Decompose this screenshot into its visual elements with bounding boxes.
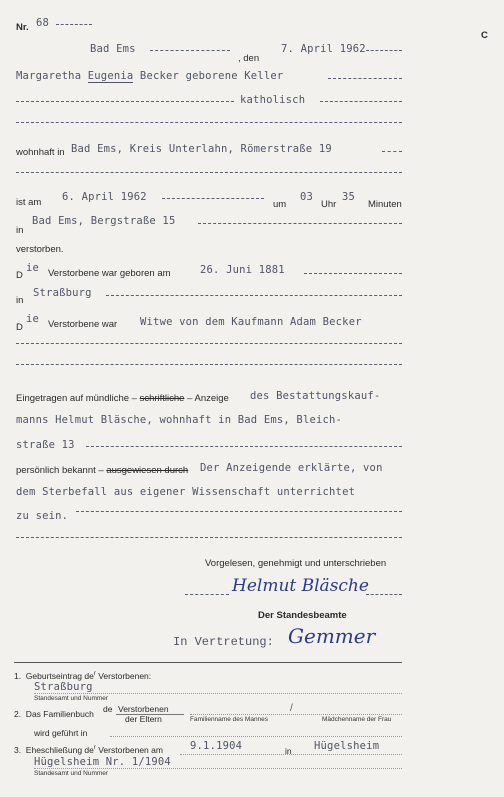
marriage-registry-value: Hügelsheim Nr. 1/1904 xyxy=(34,756,171,768)
registration-label: Eingetragen auf mündliche – schriftliche – Anzeige xyxy=(16,393,229,404)
registration-text-4: Der Anzeigende erklärte, von xyxy=(200,462,383,474)
fill-line xyxy=(382,151,402,152)
fill-line xyxy=(366,594,402,595)
fill-line xyxy=(328,78,402,79)
den-label: , den xyxy=(238,53,260,64)
fill-line xyxy=(56,24,92,25)
family-book-label: 2. Das Familienbuch xyxy=(14,709,94,719)
d-label: D xyxy=(16,270,23,281)
nr-label: Nr. xyxy=(16,22,29,33)
fill-line xyxy=(190,714,402,715)
marriage-registry-sub: Standesamt und Nummer xyxy=(34,770,109,777)
birth-entry-label: 1. Geburtseintrag $de^r$ Verstorbenen: xyxy=(14,671,152,681)
deceased-name: Margaretha Eugenia Becker geborene Keller xyxy=(16,70,284,82)
fill-line xyxy=(110,736,402,737)
fill-line xyxy=(16,122,402,123)
family-book-option-1: Verstorbenen xyxy=(118,704,169,714)
religion: katholisch xyxy=(240,94,306,106)
death-date: 6. April 1962 xyxy=(62,191,147,203)
vertretung-label: In Vertretung: xyxy=(173,635,274,649)
um-label: um xyxy=(273,199,287,210)
footer-divider xyxy=(14,662,402,663)
fill-line xyxy=(180,754,402,755)
death-minutes: 35 xyxy=(342,191,356,203)
fill-line xyxy=(16,364,402,365)
registration-text-3: straße 13 xyxy=(16,439,75,451)
fill-line xyxy=(162,198,264,199)
registration-text-2: manns Helmut Bläsche, wohnhaft in Bad Ems, Bleich- xyxy=(16,414,343,426)
ist-am-label: ist am xyxy=(16,197,42,208)
approval-text: Vorgelesen, genehmigt und unterschrieben xyxy=(205,558,387,569)
ie-suffix: ie xyxy=(26,313,40,325)
fill-line xyxy=(304,273,402,274)
registrar-label: Der Standesbeamte xyxy=(258,610,347,621)
nr-value: 68 xyxy=(36,17,50,29)
fill-line xyxy=(320,101,402,102)
fill-line xyxy=(366,50,402,51)
fill-line xyxy=(16,172,402,173)
wife-maiden-name-col: Mädchenname der Frau xyxy=(322,716,392,723)
fill-line xyxy=(16,101,234,102)
fill-line xyxy=(34,693,402,694)
minuten-label: Minuten xyxy=(368,199,402,210)
fill-line xyxy=(185,594,229,595)
family-book-option-2: der Eltern xyxy=(125,714,162,724)
d-label: D xyxy=(16,322,23,333)
marriage-place: Hügelsheim xyxy=(314,740,380,752)
birth-entry-value: Straßburg xyxy=(34,681,93,693)
fill-line xyxy=(76,511,402,512)
uhr-label: Uhr xyxy=(321,199,337,210)
registration-place: Bad Ems xyxy=(90,43,136,55)
in-label: in xyxy=(16,225,24,236)
birth-date: 26. Juni 1881 xyxy=(200,264,285,276)
marriage-date: 9.1.1904 xyxy=(190,740,243,752)
birth-label: Verstorbene war geboren am xyxy=(48,268,171,279)
registration-text-5: dem Sterbefall aus eigener Wissenschaft unterrichtet xyxy=(16,486,356,498)
status-label: Verstorbene war xyxy=(48,319,118,330)
marriage-in-label: in xyxy=(285,746,292,756)
husband-name-col: Familienname des Mannes xyxy=(190,716,269,723)
known-label: persönlich bekannt – ausgewiesen durch xyxy=(16,465,189,476)
fill-line xyxy=(106,295,402,296)
ie-suffix: ie xyxy=(26,262,40,274)
fill-line xyxy=(16,343,402,344)
marital-status: Witwe von dem Kaufmann Adam Becker xyxy=(140,316,362,328)
birth-entry-sub: Standesamt und Nummer xyxy=(34,695,109,702)
registration-date: 7. April 1962 xyxy=(281,43,366,55)
death-place: Bad Ems, Bergstraße 15 xyxy=(32,215,176,227)
fill-line xyxy=(150,50,230,51)
birth-in-label: in xyxy=(16,295,24,306)
fill-line xyxy=(16,537,402,538)
residence: Bad Ems, Kreis Unterlahn, Römerstraße 19 xyxy=(71,143,332,155)
informant-signature: Helmut Bläsche xyxy=(232,576,369,596)
registration-text-6: zu sein. xyxy=(16,510,69,522)
kept-in-label: wird geführt in xyxy=(34,728,88,738)
fill-line xyxy=(86,446,402,447)
family-book-de: de xyxy=(103,704,113,714)
fill-line xyxy=(34,768,402,769)
fill-line xyxy=(198,223,402,224)
name-separator: / xyxy=(290,703,293,714)
death-hour: 03 xyxy=(300,191,314,203)
registration-text-1: des Bestattungskauf- xyxy=(250,390,381,402)
registrar-signature: Gemmer xyxy=(288,624,376,648)
birth-place: Straßburg xyxy=(33,287,92,299)
register-letter: C xyxy=(481,30,488,41)
marriage-label: 3. Eheschließung $de^r$ Verstorbenen am xyxy=(14,745,163,755)
verstorben-label: verstorben. xyxy=(16,244,64,255)
residence-label: wohnhaft in xyxy=(16,147,65,158)
